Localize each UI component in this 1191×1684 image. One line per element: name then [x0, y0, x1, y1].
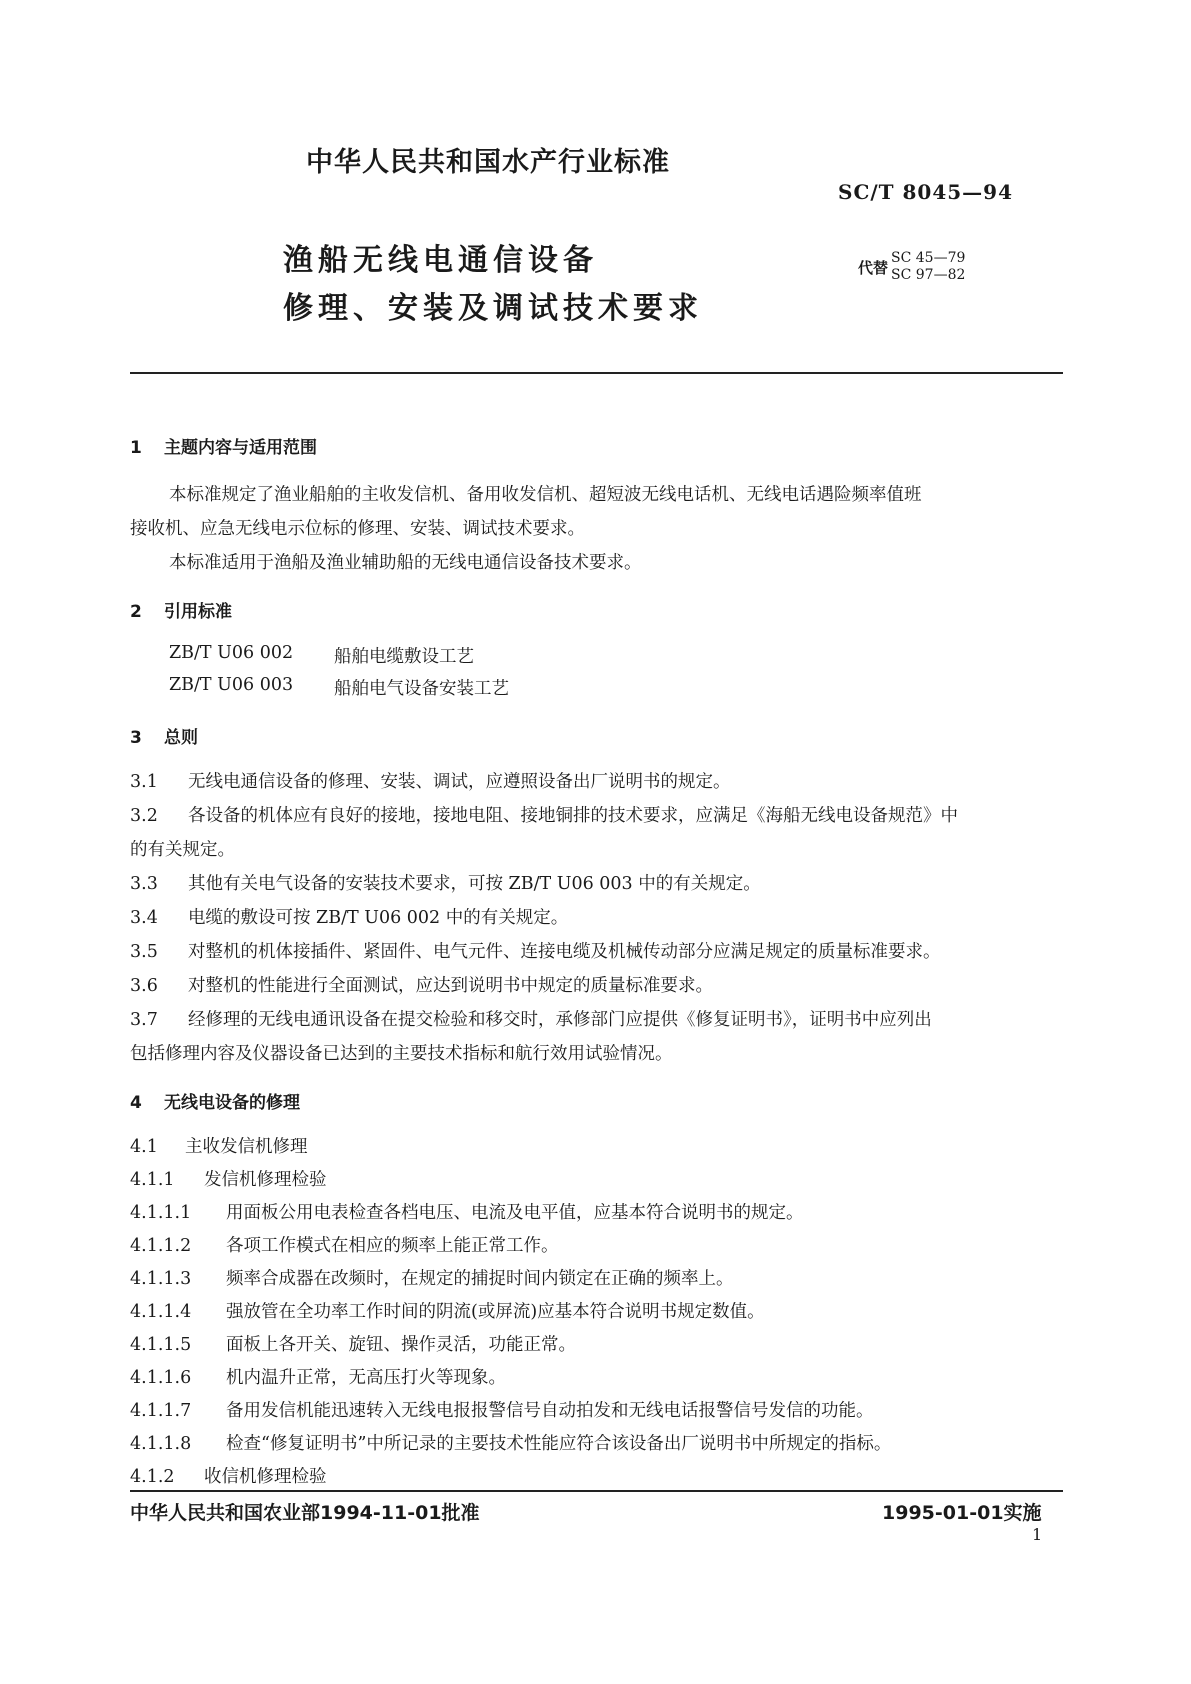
clause-text: 电缆的敷设可按 ZB/T U06 002 中的有关规定。 [188, 908, 569, 928]
clause-4-1-1-2 [130, 1232, 559, 1257]
clause-number: 3.3 [130, 874, 158, 894]
clause-text: 对整机的机体接插件、紧固件、电气元件、连接电缆及机械传动部分应满足规定的质量标准要求。 [188, 942, 941, 962]
clause-number: 4.1.1 [130, 1170, 175, 1190]
clause-number: 3.6 [130, 976, 158, 996]
clause-number: 4.1.1.5 [130, 1335, 192, 1355]
reference-code: ZB/T U06 002 [169, 643, 294, 663]
clause-number: 4.1.1.8 [130, 1434, 192, 1454]
footer-divider [130, 1490, 1063, 1492]
clause-3-6 [130, 972, 713, 997]
issuing-organization: 中华人民共和国水产行业标准 [306, 147, 670, 178]
clause-number: 4.1.1.7 [130, 1401, 192, 1421]
clause-text: 无线电通信设备的修理、安装、调试，应遵照设备出厂说明书的规定。 [188, 772, 731, 792]
clause-text: 其他有关电气设备的安装技术要求，可按 ZB/T U06 003 中的有关规定。 [188, 874, 761, 894]
section-number: 1 [130, 438, 142, 458]
clause-4-1 [130, 1133, 308, 1158]
clause-number: 4.1.1.6 [130, 1368, 192, 1388]
reference-code: ZB/T U06 003 [169, 675, 294, 695]
section-number: 2 [130, 602, 142, 622]
clause-3-1 [130, 768, 731, 793]
clause-4-1-1-5 [130, 1331, 576, 1356]
paragraph: 本标准规定了渔业船舶的主收发信机、备用收发信机、超短波无线电话机、无线电话遇险频率值班 [169, 485, 922, 505]
replaces-label: 代替 [858, 258, 889, 277]
document-title-line1: 渔船无线电通信设备 [283, 243, 598, 278]
clause-number: 4.1.1.2 [130, 1236, 192, 1256]
section-title: 总则 [164, 728, 198, 748]
section-number: 4 [130, 1093, 142, 1113]
clause-4-1-1-6 [130, 1364, 506, 1389]
clause-text: 频率合成器在改频时，在规定的捕捉时间内锁定在正确的频率上。 [226, 1269, 734, 1289]
section-number: 3 [130, 728, 142, 748]
clause-3-5 [130, 938, 941, 963]
clause-text-continued: 的有关规定。 [130, 840, 235, 860]
clause-text: 收信机修理检验 [204, 1467, 327, 1487]
clause-text: 发信机修理检验 [204, 1170, 327, 1190]
replaces-block [858, 250, 965, 284]
clause-number: 3.1 [130, 772, 158, 792]
clause-4-1-1-3 [130, 1265, 734, 1290]
clause-3-7 [130, 1006, 932, 1031]
approval-date: 中华人民共和国农业部1994-11-01批准 [130, 1502, 480, 1524]
clause-3-2 [130, 802, 958, 827]
clause-number: 4.1.1.3 [130, 1269, 192, 1289]
clause-4-1-1-4 [130, 1298, 765, 1323]
clause-4-1-2 [130, 1463, 327, 1488]
section-3-heading [130, 723, 198, 748]
section-4-heading [130, 1088, 300, 1113]
replaced-standard-2: SC 97—82 [891, 267, 966, 283]
clause-4-1-1-8 [130, 1430, 891, 1455]
replaced-standard-1: SC 45—79 [891, 250, 966, 266]
clause-text: 各设备的机体应有良好的接地，接地电阻、接地铜排的技术要求，应满足《海船无线电设备规范》中 [188, 806, 958, 826]
clause-text: 强放管在全功率工作时间的阴流(或屏流)应基本符合说明书规定数值。 [226, 1302, 765, 1322]
clause-number: 4.1 [130, 1137, 158, 1157]
clause-text: 经修理的无线电通讯设备在提交检验和移交时，承修部门应提供《修复证明书》，证明书中应列出 [188, 1010, 932, 1030]
clause-3-3 [130, 870, 761, 895]
section-1-heading [130, 433, 317, 458]
clause-text: 面板上各开关、旋钮、操作灵活，功能正常。 [226, 1335, 576, 1355]
paragraph: 接收机、应急无线电示位标的修理、安装、调试技术要求。 [130, 519, 585, 539]
clause-text: 检查“修复证明书”中所记录的主要技术性能应符合该设备出厂说明书中所规定的指标。 [226, 1434, 892, 1454]
clause-text-continued: 包括修理内容及仪器设备已达到的主要技术指标和航行效用试验情况。 [130, 1044, 673, 1064]
page-number: 1 [1032, 1525, 1043, 1544]
reference-title: 船舶电缆敷设工艺 [334, 647, 474, 667]
header-divider [130, 372, 1063, 374]
clause-4-1-1-7 [130, 1397, 874, 1422]
clause-text: 对整机的性能进行全面测试，应达到说明书中规定的质量标准要求。 [188, 976, 713, 996]
standard-number: SC/T 8045—94 [838, 180, 1014, 204]
clause-number: 3.5 [130, 942, 158, 962]
clause-number: 3.4 [130, 908, 158, 928]
clause-4-1-1 [130, 1166, 327, 1191]
clause-4-1-1-1 [130, 1199, 804, 1224]
document-title-line2: 修理、安装及调试技术要求 [283, 291, 703, 326]
clause-3-4 [130, 904, 568, 929]
effective-date: 1995-01-01实施 [882, 1502, 1042, 1524]
clause-number: 4.1.1.1 [130, 1203, 192, 1223]
reference-title: 船舶电气设备安装工艺 [334, 679, 509, 699]
clause-number: 3.7 [130, 1010, 158, 1030]
paragraph: 本标准适用于渔船及渔业辅助船的无线电通信设备技术要求。 [169, 553, 642, 573]
clause-text: 备用发信机能迅速转入无线电报报警信号自动拍发和无线电话报警信号发信的功能。 [226, 1401, 874, 1421]
section-title: 无线电设备的修理 [164, 1093, 300, 1113]
section-2-heading [130, 597, 232, 622]
clause-number: 3.2 [130, 806, 158, 826]
clause-number: 4.1.1.4 [130, 1302, 192, 1322]
clause-text: 机内温升正常，无高压打火等现象。 [226, 1368, 506, 1388]
clause-text: 各项工作模式在相应的频率上能正常工作。 [226, 1236, 559, 1256]
clause-text: 主收发信机修理 [185, 1137, 308, 1157]
clause-text: 用面板公用电表检查各档电压、电流及电平值，应基本符合说明书的规定。 [226, 1203, 804, 1223]
section-title: 引用标准 [164, 602, 232, 622]
clause-number: 4.1.2 [130, 1467, 175, 1487]
section-title: 主题内容与适用范围 [164, 438, 317, 458]
